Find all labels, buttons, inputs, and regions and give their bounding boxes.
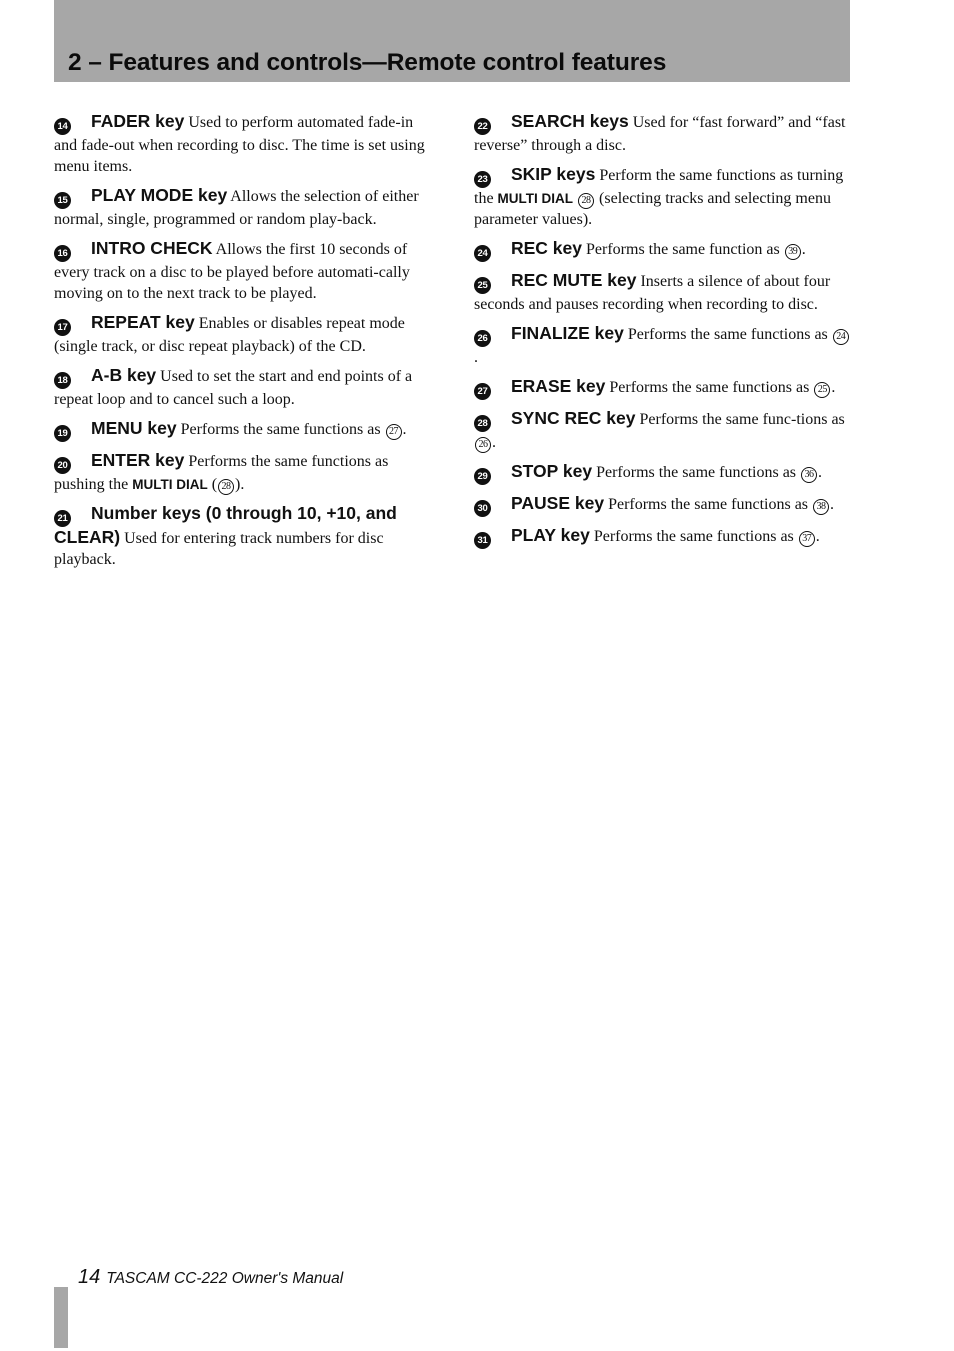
feature-description: . (831, 379, 836, 396)
item-number-badge: 24 (474, 245, 491, 262)
item-number-badge: 22 (474, 118, 491, 135)
header-bar (54, 0, 850, 82)
feature-item (54, 238, 431, 304)
feature-description: Performs the same functions as pushing the (54, 453, 389, 493)
feature-item (474, 408, 852, 453)
feature-description: Used to perform automated fade-in and fade-out when recording to disc. The time is set using menu items. (54, 114, 425, 175)
feature-label: STOP key (511, 461, 593, 481)
feature-description: . (801, 241, 806, 258)
feature-description: Performs the same func-tions as (635, 411, 845, 428)
right-column (474, 111, 852, 549)
item-number-badge: 30 (474, 500, 491, 517)
feature-description: ( (207, 476, 218, 493)
reference-number: 36 (801, 467, 817, 483)
feature-description: Inserts a silence of about four seconds and pauses recording when recording to disc. (474, 273, 831, 313)
feature-description: (selecting tracks and selecting menu parameter values). (474, 190, 831, 228)
feature-label: SEARCH keys (511, 111, 629, 131)
feature-item (474, 323, 852, 368)
feature-description: Used for “fast forward” and “fast reverse” through a disc. (474, 114, 846, 154)
feature-label: FADER key (91, 111, 185, 131)
item-number-badge: 18 (54, 372, 71, 389)
footer (78, 1266, 343, 1289)
feature-description: Used to set the start and end points of a repeat loop and to cancel such a loop. (54, 368, 413, 408)
item-number-badge: 27 (474, 383, 491, 400)
page-number: 14 (78, 1266, 101, 1288)
feature-label: INTRO CHECK (91, 238, 213, 258)
feature-item (474, 270, 852, 315)
feature-description: . (818, 464, 823, 481)
reference-number: 39 (785, 244, 801, 260)
manual-title: TASCAM CC-222 Owner's Manual (106, 1270, 344, 1287)
left-column (54, 111, 431, 570)
feature-description: Performs the same function as (582, 241, 784, 258)
feature-label: REPEAT key (91, 312, 195, 332)
reference-number: 24 (833, 329, 849, 345)
feature-description: . (474, 349, 478, 366)
feature-description: Performs the same functions as (176, 421, 385, 438)
feature-description: Allows the selection of either normal, single, programmed or random play-back. (54, 188, 419, 228)
item-number-badge: 19 (54, 425, 71, 442)
reference-number: 37 (799, 531, 815, 547)
item-number-badge: 21 (54, 510, 71, 527)
feature-label: PLAY MODE key (91, 185, 228, 205)
feature-description: Used for entering track numbers for disc playback. (54, 530, 384, 568)
feature-item (54, 312, 431, 357)
reference-number: 28 (578, 193, 594, 209)
feature-label: MENU key (91, 418, 177, 438)
feature-description: . (830, 496, 835, 513)
feature-label: REC key (511, 238, 583, 258)
feature-label: ENTER key (91, 450, 185, 470)
feature-label: Number keys (0 through 10, +10, and CLEAR) (54, 503, 397, 547)
feature-item (474, 461, 852, 485)
feature-description: Perform the same functions as turning the (474, 167, 844, 207)
feature-label: ERASE key (511, 376, 606, 396)
feature-description: Performs the same functions as (605, 379, 814, 396)
feature-item (54, 450, 431, 495)
feature-label: FINALIZE key (511, 323, 624, 343)
item-number-badge: 15 (54, 192, 71, 209)
page-title: 2 – Features and controls—Remote control features (68, 49, 667, 76)
reference-number: 27 (386, 424, 402, 440)
item-number-badge: 31 (474, 532, 491, 549)
feature-item (54, 365, 431, 410)
feature-item (474, 164, 852, 230)
item-number-badge: 29 (474, 468, 491, 485)
feature-description: Allows the first 10 seconds of every track on a disc to be played before automati-cally moving on to the next track to be played. (54, 241, 410, 302)
feature-description: Enables or disables repeat mode (single track, or disc repeat playback) of the CD. (54, 315, 405, 355)
reference-number: 28 (218, 479, 234, 495)
reference-number: 25 (814, 382, 830, 398)
feature-description (573, 190, 577, 207)
feature-description: . (402, 421, 407, 438)
feature-label: PAUSE key (511, 493, 605, 513)
feature-description: Performs the same functions as (589, 528, 798, 545)
feature-label: SKIP keys (511, 164, 596, 184)
feature-label: A-B key (91, 365, 157, 385)
feature-label: SYNC REC key (511, 408, 636, 428)
item-number-badge: 20 (54, 457, 71, 474)
feature-item (474, 111, 852, 156)
feature-description: ). (235, 476, 245, 493)
item-number-badge: 26 (474, 330, 491, 347)
item-number-badge: 17 (54, 319, 71, 336)
item-number-badge: 23 (474, 171, 491, 188)
reference-number: 26 (475, 437, 491, 453)
feature-description: . (492, 434, 496, 451)
feature-item (54, 418, 431, 442)
feature-description: Performs the same functions as (592, 464, 801, 481)
feature-item (54, 185, 431, 230)
feature-description: Performs the same functions as (604, 496, 813, 513)
feature-item (474, 493, 852, 517)
footer-bar (54, 1287, 68, 1348)
item-number-badge: 16 (54, 245, 71, 262)
item-number-badge: 25 (474, 277, 491, 294)
feature-item (54, 503, 431, 570)
item-number-badge: 28 (474, 415, 491, 432)
feature-item (474, 238, 852, 262)
feature-label: PLAY key (511, 525, 590, 545)
feature-item (54, 111, 431, 177)
reference-number: 38 (813, 499, 829, 515)
feature-item (474, 525, 852, 549)
item-number-badge: 14 (54, 118, 71, 135)
feature-description: Performs the same functions as (623, 326, 832, 343)
feature-label: REC MUTE key (511, 270, 637, 290)
feature-description: . (815, 528, 820, 545)
control-name: MULTI DIAL (497, 191, 574, 206)
control-name: MULTI DIAL (132, 477, 208, 492)
feature-item (474, 376, 852, 400)
